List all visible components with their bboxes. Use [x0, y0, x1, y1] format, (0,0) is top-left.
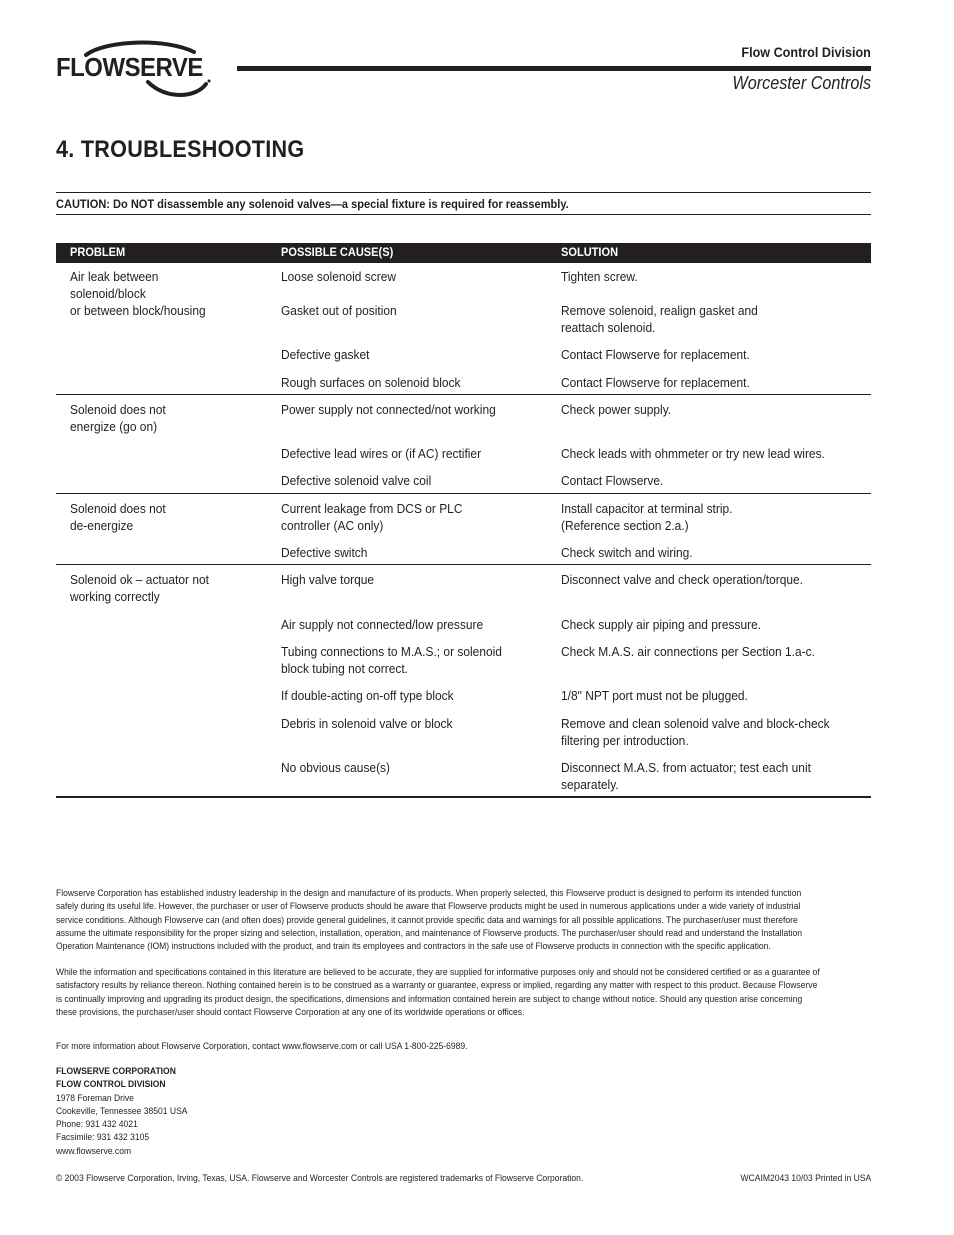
table-header — [56, 243, 871, 263]
cause-cell: Power supply not connected/not working — [281, 402, 496, 417]
caution-text: CAUTION: Do NOT disassemble any solenoid valves—a special fixture is required for reassembly. — [56, 197, 569, 211]
document-code: WCAIM2043 10/03 Printed in USA — [740, 1173, 871, 1184]
solution-cell: Contact Flowserve for replacement. — [561, 347, 750, 362]
cause-cell: Loose solenoid screw — [281, 269, 397, 284]
solution-cell: Disconnect M.A.S. from actuator; test each unit separately. — [561, 760, 811, 792]
solution-cell: 1/8" NPT port must not be plugged. — [561, 688, 748, 703]
solution-cell: Install capacitor at terminal strip. (Reference section 2.a.) — [561, 501, 733, 533]
solution-cell: Check leads with ohmmeter or try new lead wires. — [561, 446, 825, 461]
logo-wordmark: FLOWSERVE — [56, 52, 203, 82]
problem-cell: Solenoid does not de-energize — [70, 501, 166, 533]
solution-cell: Remove solenoid, realign gasket and reattach solenoid. — [561, 303, 758, 335]
group-divider — [56, 493, 871, 494]
cause-cell: Debris in solenoid valve or block — [281, 716, 453, 731]
solution-cell: Check switch and wiring. — [561, 545, 693, 560]
group-divider — [56, 564, 871, 565]
solution-cell: Tighten screw. — [561, 269, 638, 284]
cause-cell: If double-acting on-off type block — [281, 688, 454, 703]
problem-cell: Solenoid ok – actuator not working correctly — [70, 572, 209, 604]
cause-cell: Defective gasket — [281, 347, 370, 362]
cause-cell: Gasket out of position — [281, 303, 397, 318]
problem-cell: Solenoid does not energize (go on) — [70, 402, 166, 434]
cause-cell: Defective lead wires or (if AC) rectifier — [281, 446, 482, 461]
header-cause: POSSIBLE CAUSE(S) — [281, 245, 394, 259]
caution-bottom-rule — [56, 214, 871, 215]
cause-cell: High valve torque — [281, 572, 375, 587]
header-problem: PROBLEM — [70, 245, 126, 259]
cause-cell: Current leakage from DCS or PLC controller (AC only) — [281, 501, 463, 533]
cause-cell: Rough surfaces on solenoid block — [281, 375, 461, 390]
header-solution: SOLUTION — [561, 245, 619, 259]
solution-cell: Check power supply. — [561, 402, 672, 417]
caution-top-rule — [56, 192, 871, 193]
cause-cell: Defective solenoid valve coil — [281, 473, 432, 488]
solution-cell: Remove and clean solenoid valve and block-check filtering per introduction. — [561, 716, 830, 748]
page-title: 4. TROUBLESHOOTING — [56, 136, 305, 163]
cause-cell: Air supply not connected/low pressure — [281, 617, 484, 632]
solution-cell: Contact Flowserve for replacement. — [561, 375, 750, 390]
header-rule — [237, 66, 871, 71]
address-block: FLOWSERVE CORPORATION FLOW CONTROL DIVISION 1978 Foreman Drive Cookeville, Tennessee 38501 USA Phone: 931 432 4021 Facsimile: 931 432 3105 www.flowserve.com — [56, 1066, 188, 1157]
more-info-text: For more information about Flowserve Corporation, contact www.flowserve.com or call USA 1-800-225-6989. — [56, 1041, 468, 1052]
brand-label: Worcester Controls — [732, 73, 871, 93]
flowserve-logo — [56, 38, 216, 100]
table-end-rule — [56, 796, 871, 798]
cause-cell: No obvious cause(s) — [281, 760, 391, 775]
copyright-text: © 2003 Flowserve Corporation, Irving, Texas, USA. Flowserve and Worcester Controls are registered trademarks of Flowserve Corporation. — [56, 1173, 584, 1184]
problem-cell: Air leak between solenoid/block or between block/housing — [70, 269, 206, 318]
solution-cell: Disconnect valve and check operation/torque. — [561, 572, 804, 587]
cause-cell: Defective switch — [281, 545, 368, 560]
disclaimer-paragraph: Flowserve Corporation has established industry leadership in the design and manufacture of its products. When properly selected, this Flowserve product is designed to perform its intended function safely during its useful life. However, the purchaser or user of Flowserve products should be aware that Flowserve products might be used in numerous applications under a wide variety of industrial service conditions. Although Flowserve can (and often does) provide general guidelines, it cannot provide specific data and warnings for all possible applications. The purchaser/user must therefore assume the ultimate responsibility for the proper sizing and selection, installation, operation, and maintenance of Flowserve products. The purchaser/user should read and understand the Installation Operation Maintenance (IOM) instructions included with the product, and train its employees and contractors in the safe use of Flowserve products in connection with the specific application. — [56, 888, 803, 953]
solution-cell: Check supply air piping and pressure. — [561, 617, 762, 632]
disclaimer-paragraph: While the information and specifications contained in this literature are believed to be accurate, they are supplied for informative purposes only and should not be considered certified or as a guarantee of satisfactory results by reliance thereon. Nothing contained herein is to be construed as a warranty or guarantee, express or implied, regarding any matter with respect to this product. Because Flowserve is continually improving and upgrading its product design, the specifications, dimensions and information contained herein are subject to change without notice. Should any question arise concerning these provisions, the purchaser/user should contact Flowserve Corporation at any one of its worldwide operations or offices. — [56, 967, 820, 1018]
group-divider — [56, 394, 871, 395]
solution-cell: Contact Flowserve. — [561, 473, 664, 488]
cause-cell: Tubing connections to M.A.S.; or solenoid block tubing not correct. — [281, 644, 502, 676]
division-label: Flow Control Division — [741, 44, 871, 60]
solution-cell: Check M.A.S. air connections per Section 1.a-c. — [561, 644, 815, 659]
